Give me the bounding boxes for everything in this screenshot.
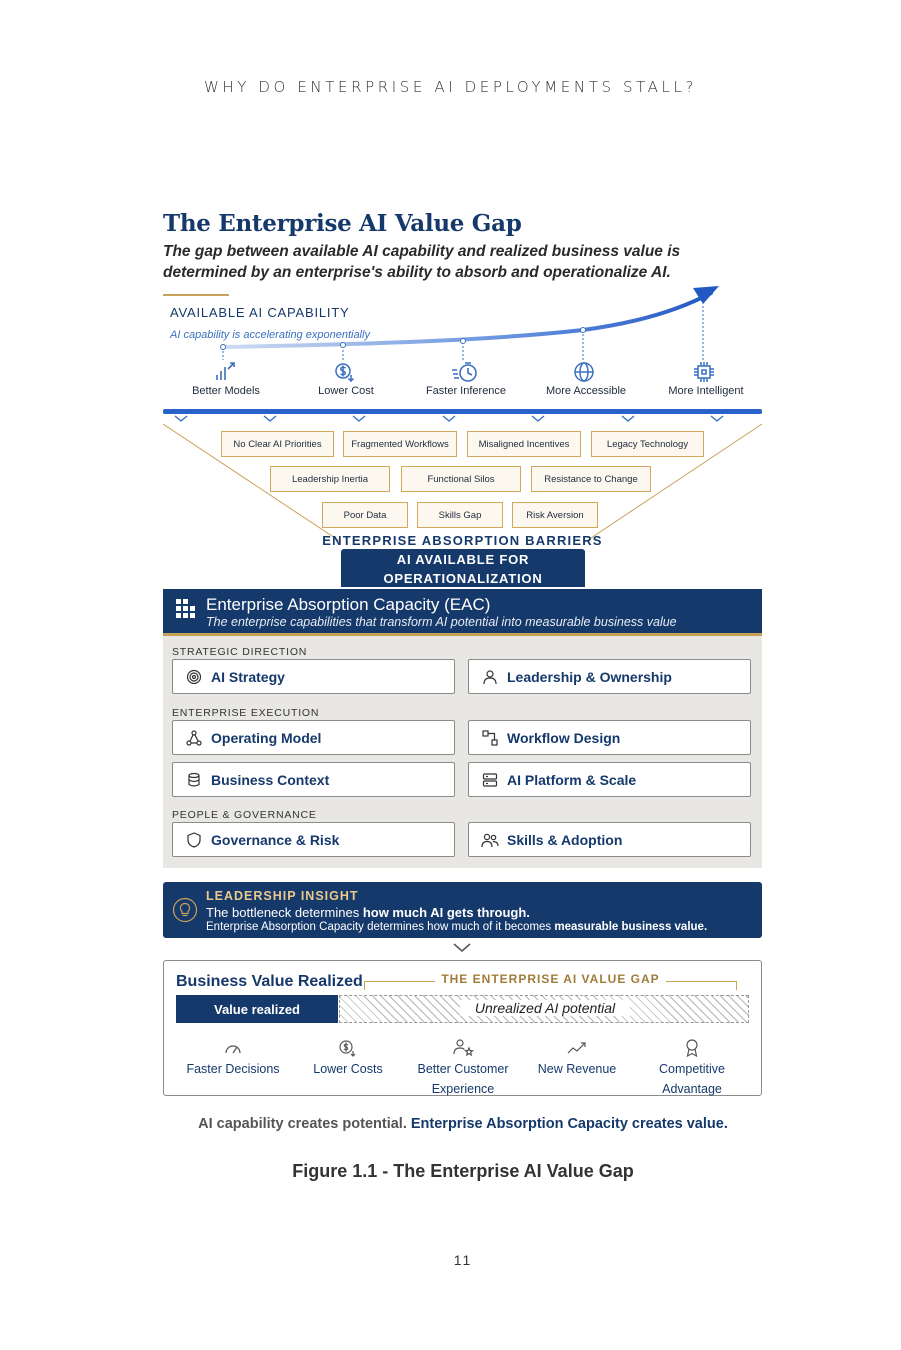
barrier-skills-gap: Skills Gap xyxy=(417,502,503,528)
tagline-emphasis: Enterprise Absorption Capacity creates value. xyxy=(410,1116,728,1132)
eac-box-workflow-design xyxy=(468,720,751,755)
tagline xyxy=(0,1116,901,1132)
running-head: WHY DO ENTERPRISE AI DEPLOYMENTS STALL? xyxy=(203,78,698,96)
outcome-label: Faster Decisions xyxy=(186,1062,280,1076)
page-number: 11 xyxy=(453,1252,473,1268)
gauge-icon xyxy=(178,1037,288,1059)
dollar-down-icon xyxy=(293,1037,403,1059)
unrealized-potential-label: Unrealized AI potential xyxy=(460,1000,630,1016)
network-nodes-icon xyxy=(186,730,202,746)
leadership-insight xyxy=(163,882,762,938)
person-icon xyxy=(482,669,498,685)
outcome-label: Lower Costs xyxy=(313,1062,383,1076)
capability-label: AVAILABLE AI CAPABILITY xyxy=(170,305,350,320)
outcome-label-line2: Experience xyxy=(431,1082,495,1096)
outcome-label: Better Customer xyxy=(417,1062,509,1076)
award-icon xyxy=(637,1037,747,1059)
outcome-lower-costs xyxy=(293,1037,403,1079)
section-enterprise-execution: ENTERPRISE EXECUTION xyxy=(172,707,320,719)
insight-line2 xyxy=(206,921,707,933)
ai-available-line1: AI AVAILABLE FOR xyxy=(396,552,530,567)
eac-panel xyxy=(163,636,762,868)
figure-subtitle: The gap between available AI capability and realized business value is determined by an enterprise's ability to absorb and operationalize AI. xyxy=(163,243,681,281)
figure-caption: Figure 1.1 - The Enterprise AI Value Gap xyxy=(292,1161,634,1181)
insight-line2-emphasis: measurable business value. xyxy=(554,921,708,933)
eac-subtitle: The enterprise capabilities that transform AI potential into measurable business value xyxy=(206,615,677,629)
shield-icon xyxy=(186,832,202,848)
section-people-governance: PEOPLE & GOVERNANCE xyxy=(172,809,317,821)
barriers-label: ENTERPRISE ABSORPTION BARRIERS xyxy=(322,533,603,548)
outcome-competitive-advantage xyxy=(637,1037,747,1099)
outcome-better-customer-experience xyxy=(408,1037,518,1099)
insight-line1 xyxy=(206,905,530,920)
eac-box-leadership xyxy=(468,659,751,694)
barrier-functional-silos: Functional Silos xyxy=(401,466,521,492)
stopwatch-icon xyxy=(406,359,526,385)
eac-box-label: Skills & Adoption xyxy=(507,831,623,848)
bar-chart-up-icon xyxy=(166,359,286,385)
chip-icon xyxy=(646,359,766,385)
outcome-label: New Revenue xyxy=(537,1062,617,1076)
figure-title: The Enterprise AI Value Gap xyxy=(163,210,522,237)
barrier-legacy-technology: Legacy Technology xyxy=(591,431,704,457)
dollar-down-icon xyxy=(286,359,406,385)
eac-box-business-context xyxy=(172,762,455,797)
eac-box-label: Workflow Design xyxy=(507,729,621,746)
eac-box-label: Governance & Risk xyxy=(211,831,340,848)
eac-box-ai-platform xyxy=(468,762,751,797)
capability-better-models xyxy=(166,359,286,397)
chevron-down-icon xyxy=(452,942,472,954)
database-icon xyxy=(186,772,202,788)
value-gap-label-text: THE ENTERPRISE AI VALUE GAP xyxy=(435,972,665,986)
insight-line1-emphasis: how much AI gets through. xyxy=(362,905,530,920)
barrier-risk-aversion: Risk Aversion xyxy=(512,502,598,528)
globe-icon xyxy=(526,359,646,385)
barrier-misaligned-incentives: Misaligned Incentives xyxy=(467,431,581,457)
section-strategic-direction: STRATEGIC DIRECTION xyxy=(172,646,308,658)
grid-blocks-icon xyxy=(174,597,198,621)
unrealized-potential-bar xyxy=(339,995,749,1023)
barrier-poor-data: Poor Data xyxy=(322,502,408,528)
capability-more-intelligent xyxy=(646,359,766,397)
eac-box-operating-model xyxy=(172,720,455,755)
capability-label-more-accessible: More Accessible xyxy=(545,385,627,397)
customer-star-icon xyxy=(408,1037,518,1059)
ai-available-banner xyxy=(341,549,585,587)
capability-label-better-models: Better Models xyxy=(192,385,260,397)
server-icon xyxy=(482,772,498,788)
value-realized-bar: Value realized xyxy=(176,995,338,1023)
capability-subtitle: AI capability is accelerating exponentially xyxy=(170,329,370,341)
eac-box-label: Operating Model xyxy=(211,729,322,746)
capability-faster-inference xyxy=(406,359,526,397)
capability-label-more-intelligent: More Intelligent xyxy=(668,385,744,397)
eac-box-label: Business Context xyxy=(211,771,330,788)
eac-header xyxy=(163,589,762,636)
barrier-no-clear-ai-priorities: No Clear AI Priorities xyxy=(221,431,334,457)
eac-box-ai-strategy xyxy=(172,659,455,694)
business-value-title: Business Value Realized xyxy=(176,973,363,990)
capability-label-lower-cost: Lower Cost xyxy=(318,385,374,397)
barrier-leadership-inertia: Leadership Inertia xyxy=(270,466,390,492)
insight-line1-text: The bottleneck determines xyxy=(206,905,363,920)
outcome-label: Competitive xyxy=(659,1062,725,1076)
insight-label: LEADERSHIP INSIGHT xyxy=(206,889,359,903)
people-icon xyxy=(481,832,499,848)
capability-more-accessible xyxy=(526,359,646,397)
target-icon xyxy=(186,669,202,685)
lightbulb-icon xyxy=(172,897,198,923)
tagline-text: AI capability creates potential. xyxy=(198,1116,411,1132)
outcome-new-revenue xyxy=(522,1037,632,1079)
capability-label-faster-inference: Faster Inference xyxy=(425,385,507,397)
trend-up-icon xyxy=(522,1037,632,1059)
barrier-resistance-to-change: Resistance to Change xyxy=(531,466,651,492)
barrier-fragmented-workflows: Fragmented Workflows xyxy=(343,431,457,457)
insight-line2-text: Enterprise Absorption Capacity determines how much of it becomes xyxy=(206,921,555,933)
eac-box-label: Leadership & Ownership xyxy=(507,668,672,685)
outcome-faster-decisions xyxy=(178,1037,288,1079)
eac-box-governance xyxy=(172,822,455,857)
eac-box-skills xyxy=(468,822,751,857)
capability-lower-cost xyxy=(286,359,406,397)
workflow-icon xyxy=(482,730,498,746)
eac-box-label: AI Strategy xyxy=(211,668,285,685)
outcome-label-line2: Advantage xyxy=(662,1082,722,1096)
eac-box-label: AI Platform & Scale xyxy=(507,771,637,788)
value-gap-label xyxy=(364,972,737,986)
business-value-panel xyxy=(163,960,762,1096)
eac-title: Enterprise Absorption Capacity (EAC) xyxy=(206,595,491,614)
ai-available-line2: OPERATIONALIZATION xyxy=(383,571,543,586)
